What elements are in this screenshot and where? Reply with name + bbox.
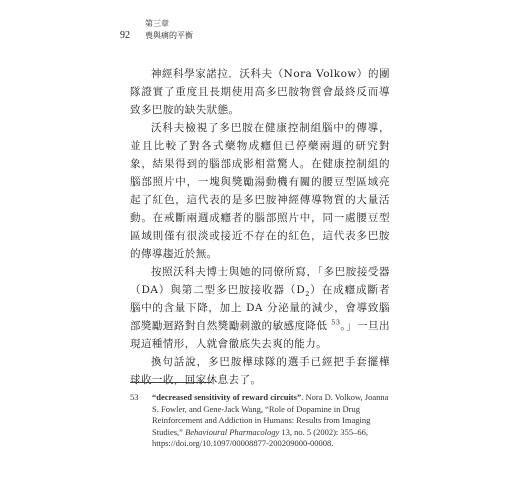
footnote-quote-title: “decreased sensitivity of reward circuits”: [152, 392, 302, 402]
chapter-label: 第三章: [145, 19, 169, 28]
paragraph-3-text-a: 按照沃科夫博士與她的同僚所寫，「多巴胺接受器（DA）與第二型多巴胺接收器（D: [130, 266, 390, 296]
footnote-text: [152, 392, 392, 450]
paragraph-3: [130, 263, 390, 353]
footnote: [130, 392, 392, 450]
paragraph-3-text-b: ）在成癮成斷者腦中的含量下降，加上 DA 分泌量的減少，會導致腦部獎勵迴路對自然獎勵刺激的敏感度降低: [130, 284, 390, 332]
paragraph-2: 沃科夫檢視了多巴胺在健康控制組腦中的傳導，並且比較了對各式藥物成癮但已停藥兩週的研究對象，結果得到的腦部成影相當驚人。在健康控制組的腦部照片中，一塊與獎勵湯動機有關的腰豆型區域亮起了紅色，這代表的是多巴胺神經傳導物質的大量活動。在戒斷兩週成癮者的腦部照片中，同一處腰豆型區域則僅有很淡或接近不存在的紅色，這代表多巴胺的傳導趨近於無。: [130, 122, 390, 260]
body-text: [130, 65, 390, 389]
d2-subscript: 2: [305, 290, 310, 299]
paragraph-1: 神經科學家諾拉．沃科夫（Nora Volkow）的團隊證實了重度且長期使用高多巴胺物質會最終反而導致多巴胺的缺失狀態。: [130, 68, 390, 116]
footnote-ref-53[interactable]: 53: [331, 318, 341, 327]
paragraph-3-text-c: 。」一旦出現這種情形，人就會徹底失去爽的能力。: [130, 320, 390, 350]
footnote-journal: Behavioural Pharmacology: [185, 426, 280, 437]
chapter-title: 喪與痛的平衡: [145, 31, 193, 40]
footnote-citation: . Nora D. Volkow, Joanna S. Fowler, and Gene-Jack Wang, “Role of Dopamine in Drug Reinforcement and Addiction in Humans: Results from Imaging Studies,”: [152, 392, 389, 437]
footnote-divider: [130, 382, 212, 383]
paragraph-4: 換句話說，多巴胺樺球隊的選手已經把手套擺樺球收一收，回家休息去了。: [130, 356, 390, 386]
footnote-doi[interactable]: 13, no. 5 (2002): 355–66, https://doi.org/10.1097/00008877-200209000-00008.: [152, 426, 369, 448]
page-number: 92: [120, 30, 130, 41]
footnote-number: 53: [130, 392, 139, 402]
